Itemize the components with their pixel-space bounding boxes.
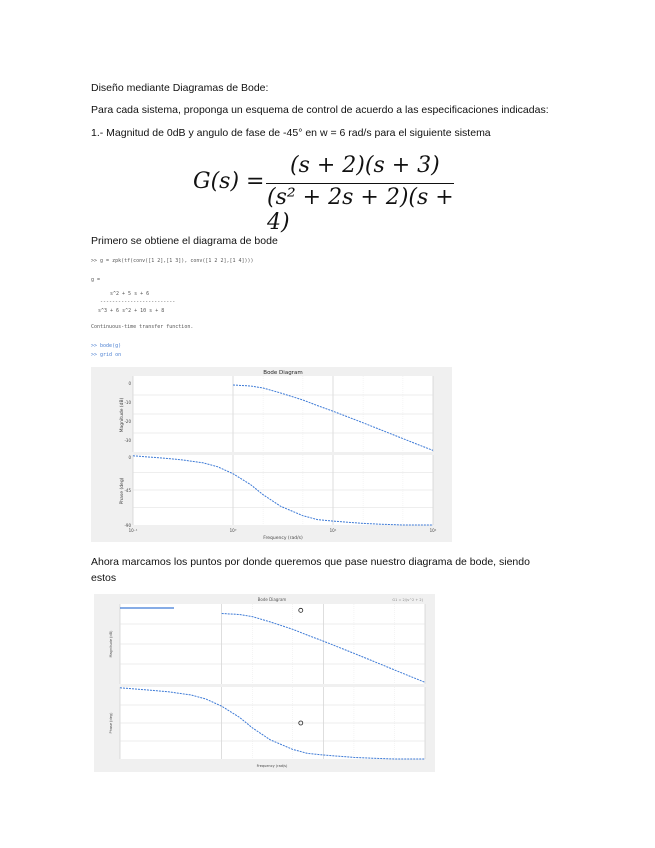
frequency-axis-label: Frequency (rad/s): [263, 536, 303, 541]
bode-figure-2: [94, 594, 435, 772]
phase-tick-90: -90: [124, 523, 131, 528]
magnitude-axis-label: Magnitude (dB): [120, 397, 125, 433]
mag-tick-0: 0: [128, 381, 131, 386]
x-tick-2: 10¹: [329, 528, 337, 533]
transfer-function-equation: [190, 152, 470, 235]
equation-denominator: (s² + 2s + 2)(s + 4): [267, 185, 454, 235]
problem-statement: 1.- Magnitud de 0dB y angulo de fase de -45° en w = 6 rad/s para el siguiente sistema: [91, 127, 491, 139]
matlab-numerator: s^2 + 5 s + 6: [110, 291, 150, 297]
matlab-line-a: >> bode(g): [91, 343, 122, 349]
frequency-axis-label: Frequency (rad/s): [256, 764, 288, 768]
chart-title: Bode Diagram: [257, 597, 287, 602]
matlab-denominator: s^3 + 6 s^2 + 10 s + 8: [98, 308, 165, 314]
equation-lhs: G(s) =: [193, 169, 265, 194]
x-tick-3: 10²: [429, 528, 437, 533]
intro-paragraph: Para cada sistema, proponga un esquema de control de acuerdo a las especificaciones indicadas:: [91, 104, 549, 116]
matlab-divider: -------------------------: [100, 299, 176, 305]
x-tick-0: 10⁻¹: [128, 528, 138, 533]
mag-tick-10: -10: [124, 400, 131, 405]
x-tick-1: 10⁰: [229, 528, 237, 533]
step2-text: Ahora marcamos los puntos por donde queremos que pase nuestro diagrama de bode, siendo: [91, 556, 530, 568]
step1-text: Primero se obtiene el diagrama de bode: [91, 235, 278, 247]
matlab-line-b: >> grid on: [91, 352, 122, 358]
phase-tick-45: -45: [124, 488, 131, 493]
chart-title: Bode Diagram: [263, 370, 303, 376]
mag-tick-20: -20: [124, 419, 131, 424]
legend-text: G1 = 2/(s^2 + 2): [392, 598, 423, 602]
step2-continued: estos: [91, 572, 117, 584]
matlab-result-label: g =: [91, 277, 101, 283]
magnitude-axis-label: Magnitude (dB): [109, 630, 113, 658]
matlab-model-note: Continuous-time transfer function.: [91, 324, 194, 330]
document-heading: Diseño mediante Diagramas de Bode:: [91, 82, 269, 94]
phase-axis-label: Phase (deg): [109, 712, 113, 734]
matlab-command: >> g = zpk(tf(conv([1 2],[1 3]), conv([1 2 2],[1 4]))): [91, 258, 254, 264]
phase-tick-0: 0: [128, 455, 131, 460]
phase-axis-label: Phase (deg): [120, 477, 125, 505]
mag-tick-30: -30: [124, 438, 131, 443]
equation-numerator: (s + 2)(s + 3): [290, 153, 440, 178]
bode-figure-1: [91, 367, 452, 542]
